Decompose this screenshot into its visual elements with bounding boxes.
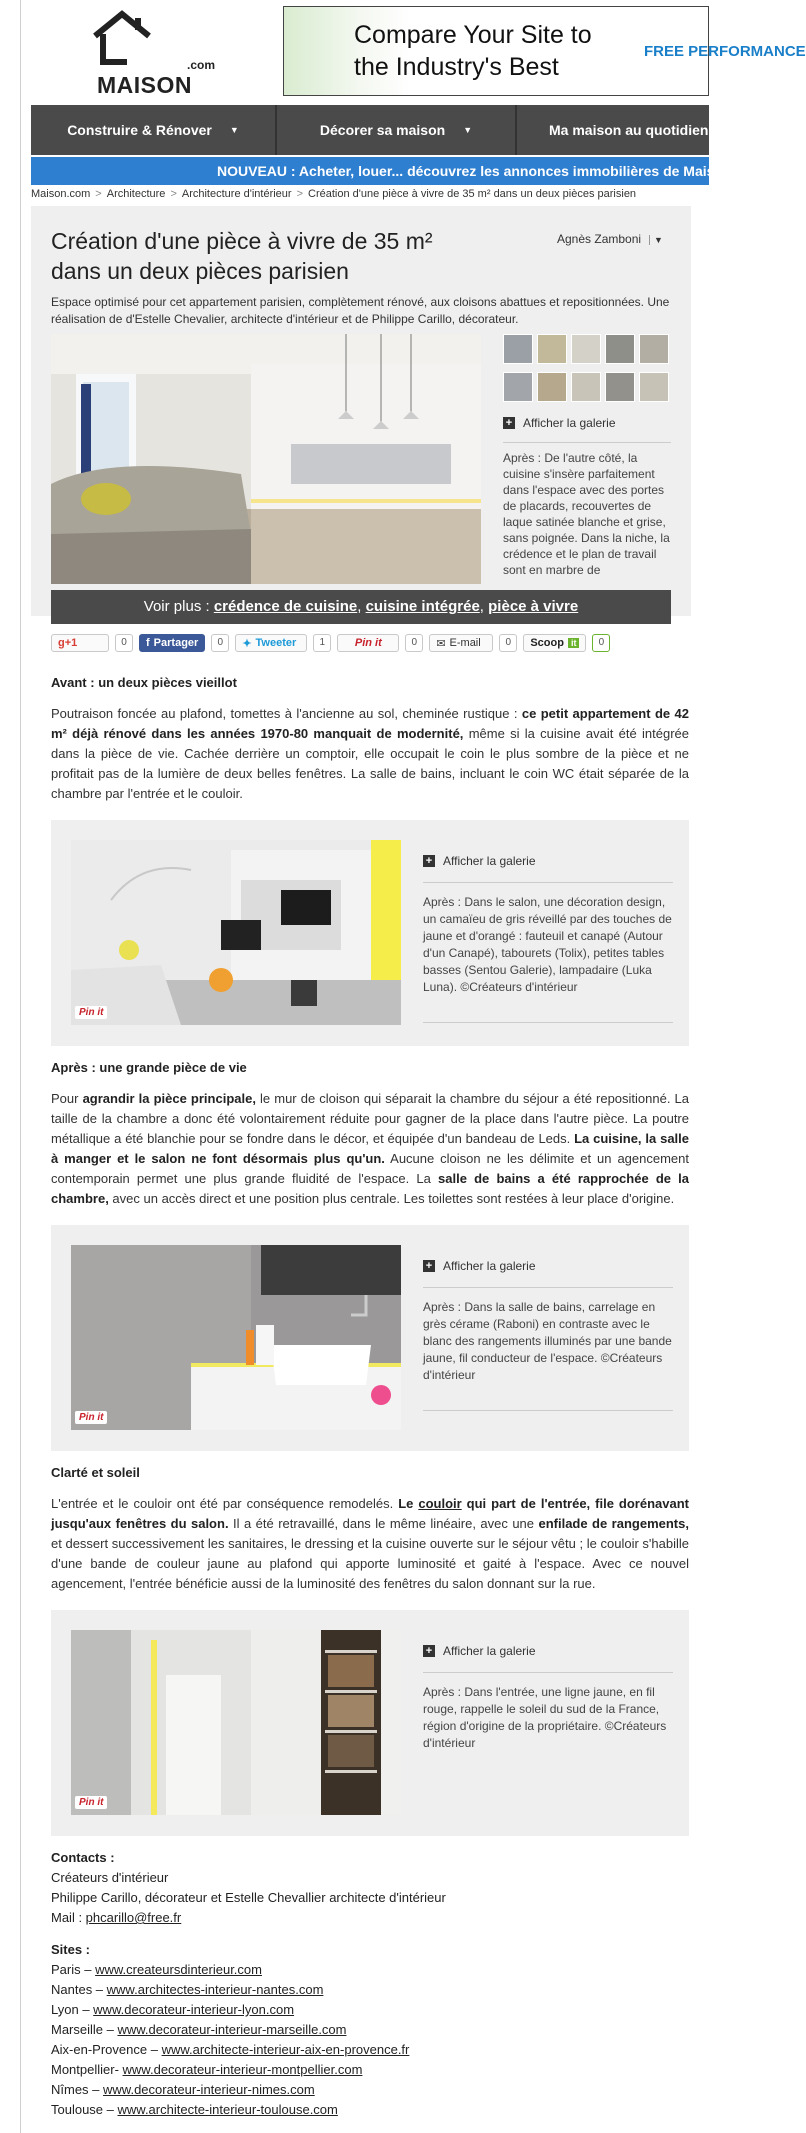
see-more-bar: Voir plus : crédence de cuisine, cuisine intégrée, pièce à vivre <box>51 590 671 624</box>
section-heading: Clarté et soleil <box>51 1465 140 1480</box>
gallery-thumbnail[interactable] <box>605 334 635 364</box>
pinit-button[interactable]: Pin it <box>75 1411 107 1424</box>
show-gallery-link[interactable] <box>423 1644 536 1658</box>
hero-photo-kitchen[interactable] <box>51 334 481 584</box>
share-count: 0 <box>405 634 423 652</box>
show-gallery-label: Afficher la galerie <box>443 854 536 868</box>
caret-down-icon: ▼ <box>463 125 473 135</box>
contacts-line: Créateurs d'intérieur <box>51 1870 169 1885</box>
pinit-button[interactable]: Pin it <box>75 1006 107 1019</box>
logo-maison: MAISON <box>97 72 192 98</box>
facebook-icon: f <box>146 637 150 649</box>
nav-label: Décorer sa maison <box>319 122 446 138</box>
plus-icon: + <box>423 1260 435 1272</box>
article-intro: Espace optimisé pour cet appartement parisien, complètement rénové, aux cloisons abattues et repositionnées. Une réalisation de d'Estelle Chevalier, architecte d'intérieur et de Philippe Carillo, décorateur. <box>51 295 670 326</box>
breadcrumb-item[interactable]: Architecture <box>106 188 166 200</box>
nav-quotidien[interactable] <box>517 105 709 155</box>
twitter-button[interactable] <box>235 634 307 652</box>
site-row <box>51 1960 691 1980</box>
scoopit-icon: it <box>568 638 580 648</box>
section-paragraph <box>51 704 689 804</box>
page-title: Création d'une pièce à vivre de 35 m² dans un deux pièces parisien <box>51 228 433 284</box>
nav-label: Ma maison au quotidien <box>549 122 709 138</box>
text-run-bold: La cuisine, la salle à manger et le salon ne font désormais plus qu'un. <box>51 1131 689 1166</box>
text-run: Aucune cloison ne les délimite et un agencement contemporain permet une plus grande fluidité de l'espace. La <box>51 1151 689 1186</box>
share-count: 0 <box>115 634 133 652</box>
site-link[interactable]: www.decorateur-interieur-montpellier.com <box>122 2062 363 2077</box>
entrance-image <box>71 1630 401 1815</box>
divider <box>423 1287 673 1288</box>
contacts-heading: Contacts : <box>51 1850 115 1865</box>
ad-headline-1: Compare Your Site to <box>354 21 592 49</box>
site-city: Toulouse – <box>51 2102 118 2117</box>
promo-banner[interactable]: NOUVEAU : Acheter, louer... découvrez les annonces immobilières de Maison.com <box>31 157 709 185</box>
gallery-thumbnail[interactable] <box>503 372 533 402</box>
divider <box>423 1410 673 1411</box>
share-count: 0 <box>499 634 517 652</box>
site-link[interactable]: www.createursdinterieur.com <box>95 1962 262 1977</box>
divider <box>423 1022 673 1023</box>
show-gallery-link[interactable] <box>423 854 536 868</box>
house-icon <box>87 10 157 66</box>
share-count: 0 <box>592 634 610 652</box>
pinterest-button[interactable]: Pin it <box>337 634 399 652</box>
breadcrumb-item[interactable]: Maison.com <box>31 188 91 200</box>
ad-headline-2: the Industry's Best <box>354 53 559 81</box>
show-gallery-label: Afficher la galerie <box>443 1259 536 1273</box>
chevron-right-icon: > <box>95 188 102 200</box>
site-row <box>51 2040 691 2060</box>
nav-decorer[interactable] <box>277 105 517 155</box>
gallery-thumbnail[interactable] <box>639 372 669 402</box>
site-link[interactable]: www.architecte-interieur-toulouse.com <box>117 2102 338 2117</box>
section-heading: Après : une grande pièce de vie <box>51 1060 247 1075</box>
maison-logo[interactable] <box>87 10 227 96</box>
see-more-link[interactable]: crédence de cuisine <box>213 598 358 615</box>
show-gallery-link[interactable] <box>423 1259 536 1273</box>
twitter-label: Tweeter <box>255 637 297 649</box>
facebook-label: Partager <box>153 637 199 649</box>
site-row <box>51 2020 691 2040</box>
plus-icon: + <box>503 417 515 429</box>
contacts-line: Philippe Carillo, décorateur et Estelle Chevallier architecte d'intérieur <box>51 1890 446 1905</box>
show-gallery-label: Afficher la galerie <box>443 1644 536 1658</box>
gallery-block-living-room <box>51 820 689 1046</box>
breadcrumb-item[interactable]: Architecture d'intérieur <box>181 188 292 200</box>
site-city: Paris – <box>51 1962 96 1977</box>
bathroom-photo[interactable] <box>71 1245 401 1430</box>
text-run: même si la cuisine avait été intégrée dans la pièce de vie. Cachée derrière un comptoir, elle occupait le coin le plus sombre de la pièce et ne profitait pas de la lumière de deux belles fenêtres. La salle de bains, incluant le coin WC était séparée de la chambre par l'entrée et le couloir. <box>51 726 690 801</box>
chevron-right-icon: > <box>296 188 304 200</box>
section-paragraph <box>51 1089 689 1209</box>
scoopit-label: Scoop <box>530 637 564 649</box>
site-link[interactable]: www.architecte-interieur-aix-en-provence.fr <box>161 2042 410 2057</box>
site-city: Montpellier- <box>51 2062 123 2077</box>
author-name: Agnès Zamboni <box>557 232 642 246</box>
text-run-bold: ce petit appartement de 42 m² déjà rénové dans les années 1970-80 manquait de modernité, <box>51 706 689 741</box>
page <box>20 0 806 2133</box>
gplus-button[interactable]: g+1 <box>51 634 109 652</box>
pinit-button[interactable]: Pin it <box>75 1796 107 1809</box>
site-row <box>51 2080 691 2100</box>
gallery-thumbnail[interactable] <box>537 334 567 364</box>
site-city: Nantes – <box>51 1982 107 1997</box>
contacts-mail-row <box>51 1908 691 1928</box>
article-header-card <box>31 206 691 616</box>
site-row <box>51 1980 691 2000</box>
text-run: Pour <box>51 1091 83 1106</box>
plus-icon: + <box>423 855 435 867</box>
email-share-button[interactable] <box>429 634 493 652</box>
bathroom-image <box>71 1245 401 1430</box>
site-link[interactable]: www.decorateur-interieur-nimes.com <box>103 2082 315 2097</box>
gallery-thumbnail[interactable] <box>639 334 669 364</box>
site-link[interactable]: www.decorateur-interieur-marseille.com <box>117 2022 347 2037</box>
gallery-caption: Après : Dans la salle de bains, carrelage en grès cérame (Raboni) en contraste avec le blanc des rangements illuminés par une bande jaune, fil conducteur de l'espace. ©Créateurs d'intérieur <box>423 1300 672 1382</box>
caret-down-icon: ▼ <box>649 235 663 245</box>
breadcrumb-current: Création d'une pièce à vivre de 35 m² dans un deux pièces parisien <box>308 188 637 200</box>
kitchen-photo <box>51 334 481 584</box>
scoopit-button[interactable] <box>523 634 586 652</box>
gallery-caption: Après : Dans le salon, une décoration design, un camaïeu de gris réveillé par des touches de jaune et d'orangé : fauteuil et canapé (Autour d'un Canapé), tabourets (Tolix), petites tables basses (Sentou Galerie), lampadaire (Luka Luna). ©Créateurs d'intérieur <box>423 895 672 994</box>
breadcrumb <box>31 188 636 200</box>
site-city: Nîmes – <box>51 2082 104 2097</box>
envelope-icon: ✉ <box>436 637 446 650</box>
gallery-thumbnails <box>503 334 671 406</box>
site-link[interactable]: www.architectes-interieur-nantes.com <box>106 1982 324 1997</box>
gallery-thumbnail[interactable] <box>537 372 567 402</box>
gallery-thumbnail[interactable] <box>571 372 601 402</box>
mail-link[interactable]: phcarillo@free.fr <box>85 1910 182 1925</box>
show-gallery-label: Afficher la galerie <box>523 416 616 430</box>
site-city: Marseille – <box>51 2022 118 2037</box>
show-gallery-link[interactable] <box>503 416 616 430</box>
gallery-block-entrance <box>51 1610 689 1836</box>
twitter-icon: ✦ <box>242 637 252 650</box>
text-run-bold: salle de bains a été rapprochée de la chambre, <box>51 1171 690 1206</box>
site-link[interactable]: www.decorateur-interieur-lyon.com <box>93 2002 295 2017</box>
facebook-share-button[interactable] <box>139 634 205 652</box>
text-run-bold: agrandir la pièce principale, <box>82 1091 256 1106</box>
site-city: Lyon – <box>51 2002 94 2017</box>
divider <box>423 882 673 883</box>
text-run: Le <box>398 1496 419 1511</box>
logo-com: .com <box>187 58 216 72</box>
gallery-block-bathroom <box>51 1225 689 1451</box>
entrance-photo[interactable] <box>71 1630 401 1815</box>
contacts-section <box>51 1848 691 2120</box>
mail-label: Mail : <box>51 1910 86 1925</box>
section-paragraph <box>51 1494 689 1594</box>
chevron-right-icon: > <box>170 188 177 200</box>
living-room-image <box>71 840 401 1025</box>
see-more-label: Voir plus : <box>143 598 210 615</box>
site-city: Aix-en-Provence – <box>51 2042 162 2057</box>
text-run: avec un accès direct et une position plus centrale. Les toilettes sont restées à leur place d'origine. <box>108 1191 675 1206</box>
gallery-thumbnail[interactable] <box>571 334 601 364</box>
main-nav <box>31 105 709 155</box>
share-count: 0 <box>211 634 229 652</box>
ad-banner[interactable] <box>283 6 806 96</box>
sites-heading: Sites : <box>51 1942 91 1957</box>
gallery-thumbnail[interactable] <box>605 372 635 402</box>
nav-label: Construire & Rénover <box>67 122 212 138</box>
site-row <box>51 2060 691 2080</box>
section-heading: Avant : un deux pièces vieillot <box>51 675 237 690</box>
plus-icon: + <box>423 1645 435 1657</box>
text-run: et dessert successivement les sanitaires, le dressing et la cuisine ouverte sur le séjour vêtu ; le couloir s'habille d'une bande de couleur jaune au plafond qui apporte luminosité et gaité à l'espace. Avec ce nouvel agencement, l'entrée bénéficie aussi de la luminosité des fenêtres du salon donnant sur la rue. <box>51 1536 689 1591</box>
corridor-link[interactable]: couloir <box>418 1496 462 1511</box>
gallery-thumbnail[interactable] <box>503 334 533 364</box>
text-run: le mur de cloison qui séparait la chambre du séjour a été repositionné. La taille de la chambre a donc été volontairement réduite pour gagner de la place dans l'autre pièce. La poutre métallique a été blanchie pour se fondre dans le décor, et équipée d'un bandeau de Leds. <box>51 1091 690 1146</box>
site-row <box>51 2100 691 2120</box>
see-more-link[interactable]: pièce à vivre <box>488 598 579 615</box>
see-more-link[interactable]: cuisine intégrée <box>365 598 480 615</box>
site-row <box>51 2000 691 2020</box>
gallery-caption: Après : Dans l'entrée, une ligne jaune, en fil rouge, rappelle le soleil du sud de la France, région d'origine de la propriétaire. ©Créateurs d'intérieur <box>423 1685 667 1750</box>
text-run: qui part de l'entrée, file dorénavant jusqu'aux fenêtres du salon. <box>51 1496 689 1531</box>
living-room-photo[interactable] <box>71 840 401 1025</box>
hero-caption[interactable]: Après : De l'autre côté, la cuisine s'insère parfaitement dans l'espace avec des portes de placards, recouvertes de laque satinée blanche et grise, sans poignée. Dans la niche, la crédence et le plan de travail sont en marbre de <box>503 451 670 577</box>
email-label: E-mail <box>449 637 481 649</box>
ad-cta[interactable]: FREE PERFORMANCE <box>644 43 806 60</box>
text-run: Poutraison foncée au plafond, tomettes à l'ancienne au sol, cheminée rustique : <box>51 706 522 721</box>
share-count: 1 <box>313 634 331 652</box>
caret-down-icon: ▼ <box>229 125 239 135</box>
divider <box>423 1672 673 1673</box>
share-bar <box>51 633 610 653</box>
text-run-bold: enfilade de rangements, <box>538 1516 689 1531</box>
text-run: Il a été retravaillé, dans le même linéaire, avec une <box>228 1516 539 1531</box>
author-menu[interactable] <box>557 232 663 246</box>
nav-construire[interactable] <box>31 105 277 155</box>
divider <box>503 442 671 443</box>
text-run: L'entrée et le couloir ont été par conséquence remodelés. <box>51 1496 399 1511</box>
